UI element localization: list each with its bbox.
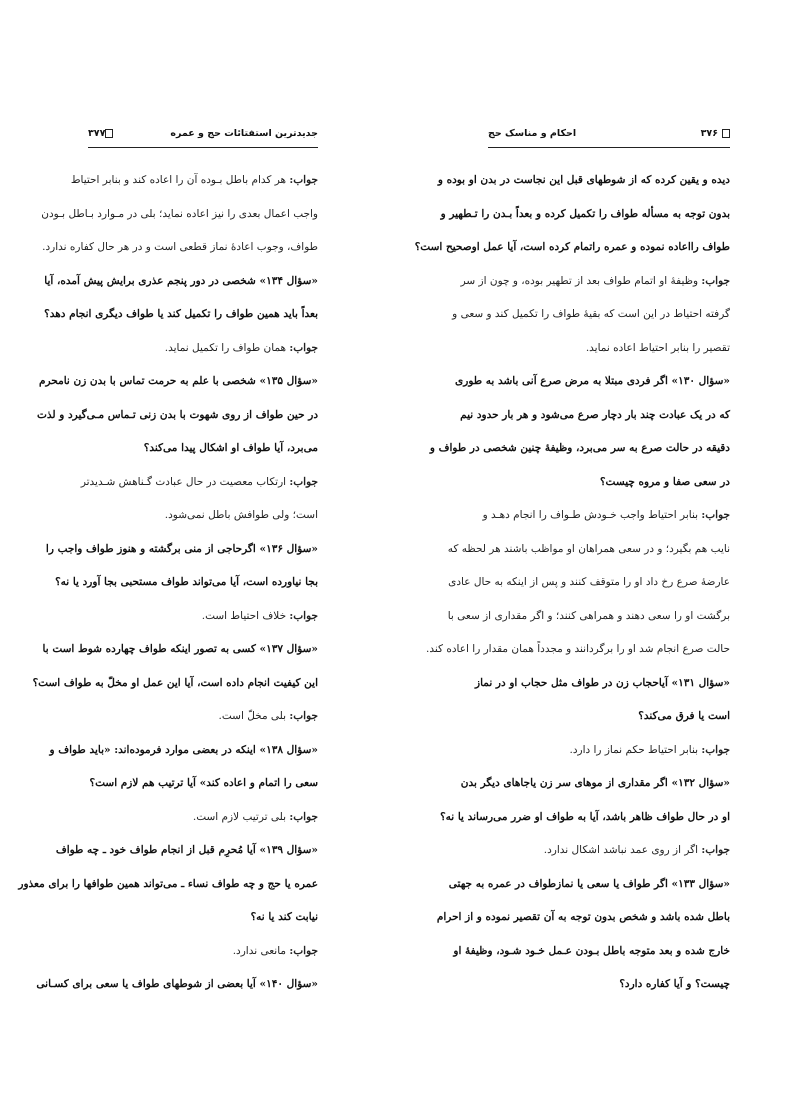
- line-text: گرفته احتیاط در این است که بقیهٔ طواف را تکمیل کند و سعی و: [452, 308, 730, 320]
- running-title: احکام و مناسک حج: [488, 128, 577, 139]
- question-line: [475, 673, 730, 693]
- answer-line: [460, 271, 730, 291]
- line-text: وظیفهٔ او اتمام طواف بعد از تطهیر بوده، و چون از سر: [460, 274, 702, 287]
- question-line: [453, 941, 730, 961]
- line-text: است یا فرق می‌کند؟: [638, 710, 730, 722]
- line-text: «سؤال ۱۳۷» کسی به تصور اینکه طواف چهارده شوط است با: [42, 643, 318, 655]
- page-header: [488, 125, 730, 148]
- question-line: [414, 237, 730, 257]
- answer-label: جواب:: [289, 475, 318, 488]
- question-line: [440, 204, 730, 224]
- question-line: [55, 572, 318, 592]
- answer-line: [488, 840, 730, 860]
- answer-label: جواب:: [701, 509, 730, 521]
- line-text: «سؤال ۱۳۰» اگر فردی مبتلا به مرض صرع آنی باشد به طوری: [455, 375, 730, 387]
- answer-line: [70, 170, 318, 190]
- line-text: برگشت او را سعی دهند و همراهی کنند؛ و اگر مقداری از سعی با: [447, 609, 730, 622]
- line-text: عارضهٔ صرع رخ داد او را متوقف کنند و پس از اینکه به حال عادی: [448, 576, 730, 588]
- page-number: ۳۷۶: [701, 128, 730, 139]
- question-line: [88, 907, 318, 927]
- question-line: [44, 271, 318, 291]
- page-377: [18, 125, 318, 990]
- line-text: «سؤال ۱۳۹» آیا مُحرِم قبل از انجام طواف خود ـ چه طواف: [55, 844, 318, 856]
- square-icon: [105, 129, 113, 138]
- line-text: همان طواف را تکمیل نماید.: [164, 341, 290, 354]
- line-text: دیده و یقین کرده که از شوطهای قبل این نجاست در بدن او بوده و: [437, 174, 730, 186]
- answer-line: [88, 941, 318, 961]
- question-line: [42, 639, 318, 659]
- question-line: [460, 773, 730, 793]
- question-line: [88, 773, 318, 793]
- question-line: [36, 974, 318, 994]
- page-header: [88, 125, 318, 148]
- line-text: طواف رااعاده نموده و عمره راتمام کرده است، آیا عمل اوصحیح است؟: [414, 241, 730, 253]
- answer-label: جواب:: [289, 341, 318, 354]
- question-line: [88, 438, 318, 458]
- line-text: «سؤال ۱۳۳» اگر طواف یا سعی یا نمازطواف در عمره به جهتی: [448, 877, 730, 890]
- line-text: ارتکاب معصیت در حال عبادت گـناهش شـدیدتر: [80, 475, 290, 488]
- line-text: دقیقه در حالت صرع به سر می‌برد، وظیفهٔ چنین شخصی در طواف و: [429, 442, 730, 454]
- line-text: خارج شده و بعد متوجه باطل بـودن عـمل خـود شـود، وظیفهٔ او: [453, 944, 730, 957]
- question-line: [455, 371, 730, 391]
- line-text: «سؤال ۱۳۸» اینکه در بعضی موارد فرموده‌اند: «باید طواف و: [49, 743, 318, 756]
- answer-line: [448, 572, 730, 592]
- line-text: «سؤال ۱۳۱» آیاحجاب زن در طواف مثل حجاب او در نماز: [475, 676, 730, 689]
- line-text: او در حال طواف ظاهر باشد، آیا به طواف او ضرر می‌رساند یا نه؟: [440, 810, 730, 823]
- line-text: بلی ترتیب لازم است.: [192, 810, 290, 823]
- question-line: [37, 405, 318, 425]
- answer-line: [88, 706, 318, 726]
- question-line: [488, 472, 730, 492]
- question-line: [436, 907, 730, 927]
- line-text: طواف، وجوب اعادهٔ نماز قطعی است و در هر حال کفاره ندارد.: [42, 241, 318, 253]
- line-text: «سؤال ۱۴۰» آیا بعضی از شوطهای طواف یا سعی برای کسـانی: [36, 978, 318, 990]
- answer-label: جواب:: [701, 274, 730, 287]
- line-text: حالت صرع انجام شد او را برگردانند و مجدداً همان مقدار را اعاده کند.: [426, 643, 730, 655]
- running-title: جدیدترین استفتائات حج و عمره: [170, 128, 318, 139]
- line-text: عمره یا حج و چه طواف نساء ـ می‌تواند همین طوافها را برای معذور: [18, 877, 318, 890]
- answer-label: جواب:: [289, 710, 318, 722]
- question-line: [49, 740, 318, 760]
- line-text: «سؤال ۱۳۵» شخصی با علم به حرمت تماس با بدن زن نامحرم: [39, 375, 318, 387]
- answer-line: [447, 606, 730, 626]
- square-icon: [722, 129, 730, 138]
- answer-line: [88, 338, 318, 358]
- question-line: [429, 438, 730, 458]
- line-text: هر کدام باطل بـوده آن را اعاده کند و بنابر احتیاط: [70, 174, 290, 186]
- answer-line: [88, 807, 318, 827]
- answer-label: جواب:: [701, 844, 730, 856]
- line-text: است؛ ولی طوافش باطل نمی‌شود.: [164, 509, 318, 521]
- answer-label: جواب:: [289, 944, 318, 957]
- answer-line: [88, 606, 318, 626]
- line-text: در سعی صفا و مروه چیست؟: [599, 475, 730, 488]
- line-text: می‌برد، آیا طواف او اشکال پیدا می‌کند؟: [143, 442, 318, 454]
- question-line: [18, 874, 318, 894]
- line-text: مانعی ندارد.: [232, 944, 290, 957]
- question-line: [440, 807, 730, 827]
- answer-line: [488, 740, 730, 760]
- answer-line: [88, 505, 318, 525]
- answer-line: [447, 539, 730, 559]
- line-text: بنابر احتیاط حکم نماز را دارد.: [569, 743, 702, 756]
- answer-label: جواب:: [289, 810, 318, 823]
- question-line: [448, 874, 730, 894]
- line-text: باطل شده باشد و شخص بدون توجه به آن تقصیر نموده و از احرام: [436, 911, 730, 923]
- answer-line: [41, 204, 318, 224]
- question-line: [437, 170, 730, 190]
- page-number: ۳۷۷: [88, 128, 117, 139]
- question-line: [55, 840, 318, 860]
- line-text: سعی را اتمام و اعاده کند» آیا ترتیب هم لازم است؟: [89, 777, 318, 789]
- answer-label: جواب:: [289, 174, 318, 186]
- line-text: نیابت کند یا نه؟: [250, 911, 318, 923]
- answer-line: [482, 505, 730, 525]
- line-text: نایب هم بگیرد؛ و در سعی همراهان او مواظب باشند هر لحظه که: [447, 542, 730, 555]
- line-text: «سؤال ۱۳۶» اگرحاجی از منی برگشته و هنوز طواف واجب را: [45, 542, 318, 555]
- line-text: چیست؟ و آیا کفاره دارد؟: [619, 978, 730, 990]
- answer-line: [426, 639, 730, 659]
- line-text: این کیفیت انجام داده است، آیا این عمل او مخلّ به طواف است؟: [32, 676, 318, 689]
- line-text: که در یک عبادت چند بار دچار صرع می‌شود و هر بار حدود نیم: [460, 408, 730, 421]
- page-376: [414, 125, 730, 990]
- line-text: بدون توجه به مسأله طواف را تکمیل کرده و بعداً بـدن را تـطهیر و: [440, 207, 730, 220]
- question-line: [488, 974, 730, 994]
- question-line: [39, 371, 318, 391]
- question-line: [32, 673, 318, 693]
- line-text: اگر از روی عمد نباشد اشکال ندارد.: [543, 844, 702, 856]
- question-line: [45, 539, 318, 559]
- line-text: بجا نیاورده است، آیا می‌تواند طواف مستحبی بجا آورد یا نه؟: [55, 576, 318, 588]
- line-text: بنابر احتیاط واجب خـودش طـواف را انجام دهـد و: [482, 509, 702, 521]
- answer-label: جواب:: [701, 743, 730, 756]
- line-text: بلی مخلّ است.: [218, 710, 290, 722]
- answer-line: [488, 338, 730, 358]
- line-text: خلاف احتیاط است.: [201, 609, 290, 622]
- line-text: بعداً باید همین طواف را تکمیل کند یا طواف دیگری انجام دهد؟: [44, 308, 318, 320]
- line-text: واجب اعمال بعدی را نیز اعاده نماید؛ بلی در مـوارد بـاطل بـودن: [41, 207, 318, 220]
- answer-line: [80, 472, 318, 492]
- line-text: تقصیر را بنابر احتیاط اعاده نماید.: [585, 341, 730, 354]
- answer-line: [42, 237, 318, 257]
- line-text: «سؤال ۱۳۲» اگر مقداری از موهای سر زن یاجاهای دیگر بدن: [460, 777, 730, 789]
- line-text: در حین طواف از روی شهوت با بدن زنی تـماس مـی‌گیرد و لذت: [37, 408, 318, 421]
- question-line: [44, 304, 318, 324]
- question-line: [460, 405, 730, 425]
- question-line: [488, 706, 730, 726]
- line-text: «سؤال ۱۳۴» شخصی در دور پنجم عذری برایش پیش آمده، آیا: [44, 274, 318, 287]
- answer-label: جواب:: [289, 609, 318, 622]
- answer-line: [452, 304, 730, 324]
